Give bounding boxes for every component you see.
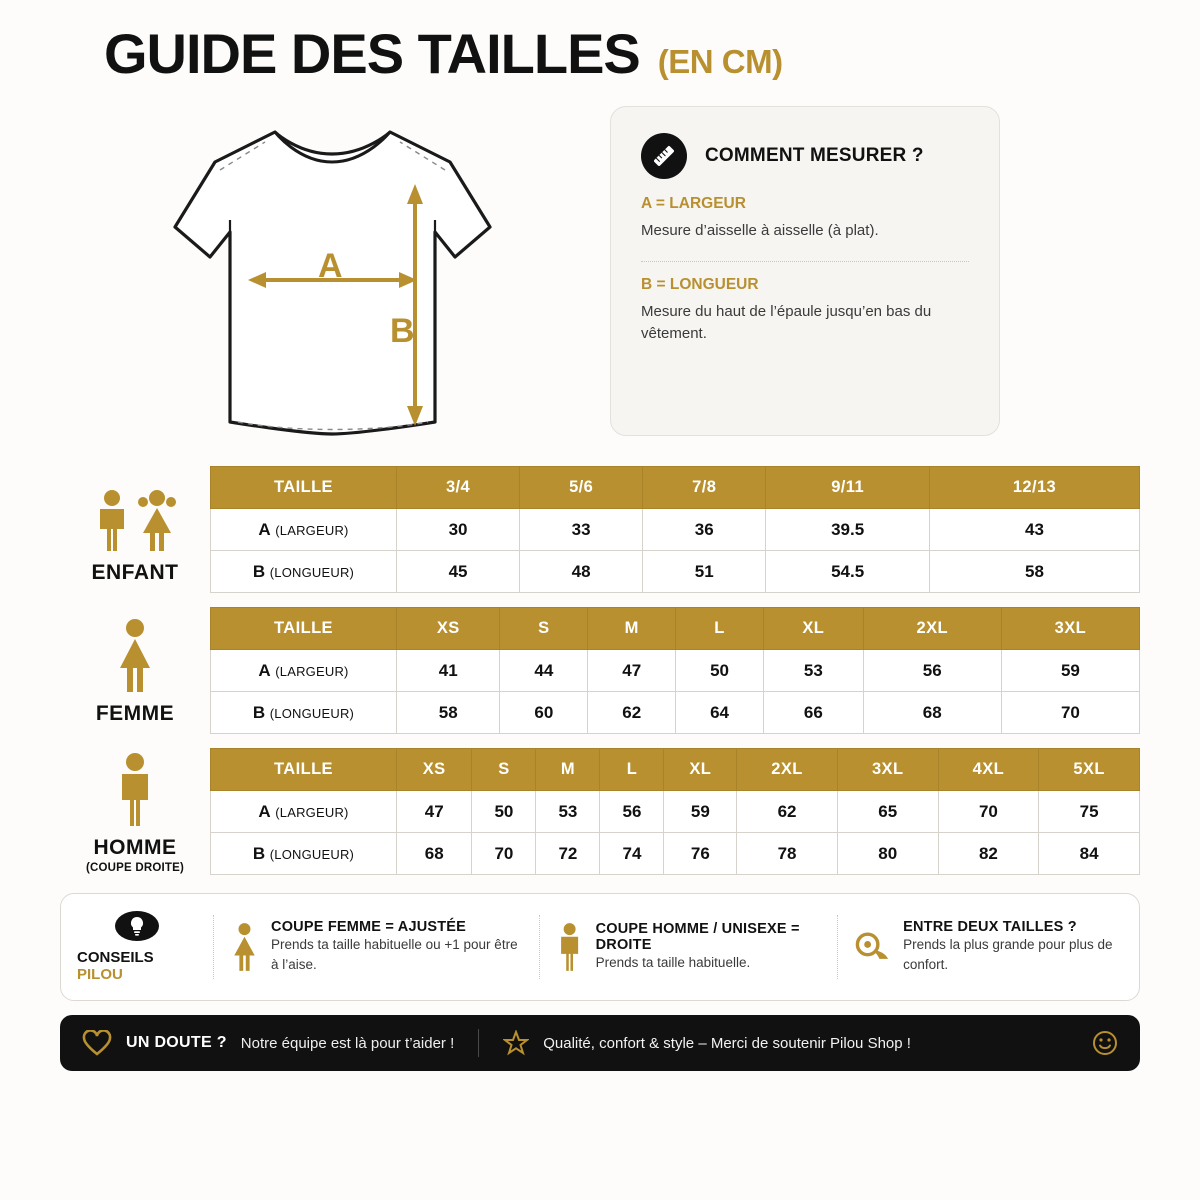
cell: 44 — [500, 650, 588, 692]
divider — [641, 261, 969, 262]
cell: 59 — [664, 791, 737, 833]
section-name-enfant: ENFANT — [91, 560, 179, 584]
size-table-enfant — [210, 466, 1140, 593]
row-label — [211, 833, 397, 875]
cell: 70 — [938, 791, 1039, 833]
measure-a-key: A = LARGEUR — [641, 195, 746, 212]
table-row — [211, 791, 1140, 833]
tips-brand-word2: PILOU — [77, 966, 123, 983]
title-unit: (EN CM) — [657, 43, 783, 80]
cell: 59 — [1001, 650, 1139, 692]
top-area — [0, 82, 1200, 452]
cell: 62 — [737, 791, 838, 833]
header-cell: XL — [763, 608, 863, 650]
size-table-femme — [210, 607, 1140, 734]
man-icon — [60, 750, 210, 828]
cell: 62 — [588, 692, 676, 734]
section-femme — [0, 607, 1200, 734]
cell: 48 — [520, 551, 643, 593]
cell: 54.5 — [766, 551, 930, 593]
cell: 80 — [837, 833, 938, 875]
row-name: (LARGEUR) — [275, 663, 349, 679]
cell: 50 — [472, 791, 536, 833]
measure-b-text: Mesure du haut de l’épaule jusqu’en bas du vêtement. — [641, 302, 932, 342]
cell: 41 — [397, 650, 500, 692]
cell: 47 — [397, 791, 472, 833]
row-name: (LONGUEUR) — [269, 846, 355, 862]
row-name: (LONGUEUR) — [269, 705, 355, 721]
table-header-row — [211, 749, 1140, 791]
table-row — [211, 833, 1140, 875]
section-name-homme: HOMME — [93, 835, 177, 859]
cell: 36 — [643, 509, 766, 551]
cell: 50 — [676, 650, 764, 692]
tip-text: Prends ta taille habituelle ou +1 pour être à l’aise. — [271, 937, 518, 972]
cell: 64 — [676, 692, 764, 734]
header-cell: S — [472, 749, 536, 791]
cell: 56 — [863, 650, 1001, 692]
header-cell: 3XL — [1001, 608, 1139, 650]
star-icon — [503, 1030, 529, 1056]
cell: 66 — [763, 692, 863, 734]
header-cell: L — [600, 749, 664, 791]
cell: 58 — [929, 551, 1139, 593]
tip-homme — [540, 911, 836, 983]
table-row — [211, 650, 1140, 692]
row-name: (LONGUEUR) — [269, 564, 355, 580]
cell: 75 — [1039, 791, 1140, 833]
cell: 58 — [397, 692, 500, 734]
header-cell: 5/6 — [520, 467, 643, 509]
cell: 68 — [397, 833, 472, 875]
page-title — [0, 0, 1200, 85]
cell: 33 — [520, 509, 643, 551]
size-table-homme — [210, 748, 1140, 875]
table-row — [211, 551, 1140, 593]
header-cell: XS — [397, 749, 472, 791]
header-cell: M — [536, 749, 600, 791]
row-label — [211, 791, 397, 833]
ruler-icon — [641, 133, 687, 179]
cell: 30 — [397, 509, 520, 551]
row-letter: A — [258, 801, 271, 821]
header-cell: 4XL — [938, 749, 1039, 791]
diagram-label-b: B — [390, 312, 415, 350]
how-to-measure-title: COMMENT MESURER ? — [705, 145, 924, 166]
cell: 65 — [837, 791, 938, 833]
footer-doubt-text: Notre équipe est là pour t’aider ! — [240, 1034, 455, 1052]
tip-title: ENTRE DEUX TAILLES ? — [903, 919, 1077, 936]
lightbulb-icon — [115, 911, 159, 941]
tip-title: COUPE HOMME / UNISEXE = DROITE — [595, 921, 800, 954]
title-main: GUIDE DES TAILLES — [104, 22, 640, 85]
tip-text: Prends ta taille habituelle. — [595, 955, 751, 971]
cell: 82 — [938, 833, 1039, 875]
row-name: (LARGEUR) — [275, 522, 349, 538]
diagram-label-a: A — [318, 247, 343, 285]
cell: 53 — [763, 650, 863, 692]
tips-brand-word1: CONSEILS — [77, 949, 154, 966]
row-label — [211, 650, 397, 692]
row-letter: B — [252, 561, 266, 581]
cell: 56 — [600, 791, 664, 833]
row-label — [211, 692, 397, 734]
tshirt-diagram — [60, 92, 600, 452]
how-to-measure-header — [641, 133, 969, 179]
measuring-tape-icon — [854, 927, 891, 967]
table-header-row — [211, 608, 1140, 650]
children-icon — [60, 475, 210, 553]
table-header-row — [211, 467, 1140, 509]
woman-icon — [60, 616, 210, 694]
cell: 51 — [643, 551, 766, 593]
cell: 70 — [1001, 692, 1139, 734]
row-name: (LARGEUR) — [275, 804, 349, 820]
header-cell: 9/11 — [766, 467, 930, 509]
tip-entre-deux-tailles — [838, 911, 1139, 983]
cell: 84 — [1039, 833, 1140, 875]
header-cell: M — [588, 608, 676, 650]
cell: 47 — [588, 650, 676, 692]
row-label — [211, 551, 397, 593]
header-cell: 2XL — [863, 608, 1001, 650]
man-icon — [556, 918, 583, 976]
how-to-measure-card — [610, 106, 1000, 436]
cell: 68 — [863, 692, 1001, 734]
cell: 74 — [600, 833, 664, 875]
header-cell: XS — [397, 608, 500, 650]
footer-doubt-title: UN DOUTE ? — [126, 1034, 227, 1051]
tip-title: COUPE FEMME = AJUSTÉE — [271, 919, 467, 936]
header-cell: TAILLE — [211, 608, 397, 650]
section-label-homme — [60, 750, 210, 874]
row-label — [211, 509, 397, 551]
cell: 45 — [397, 551, 520, 593]
header-cell: 7/8 — [643, 467, 766, 509]
woman-icon — [230, 918, 259, 976]
heart-icon — [82, 1030, 112, 1056]
cell: 39.5 — [766, 509, 930, 551]
cell: 60 — [500, 692, 588, 734]
smiley-icon — [1092, 1030, 1118, 1056]
tip-text: Prends la plus grande pour plus de confort. — [903, 937, 1113, 972]
section-label-enfant — [60, 475, 210, 585]
cell: 53 — [536, 791, 600, 833]
header-cell: 2XL — [737, 749, 838, 791]
header-cell: S — [500, 608, 588, 650]
header-cell: 3XL — [837, 749, 938, 791]
divider — [478, 1029, 479, 1057]
cell: 76 — [664, 833, 737, 875]
cell: 43 — [929, 509, 1139, 551]
footer-bar — [60, 1015, 1140, 1071]
table-row — [211, 692, 1140, 734]
header-cell: TAILLE — [211, 467, 397, 509]
header-cell: 3/4 — [397, 467, 520, 509]
header-cell: L — [676, 608, 764, 650]
tips-bar — [60, 893, 1140, 1001]
section-sublabel-homme: (COUPE DROITE) — [86, 861, 184, 874]
section-name-femme: FEMME — [95, 701, 175, 725]
table-row — [211, 509, 1140, 551]
tip-femme — [214, 911, 539, 983]
header-cell: 5XL — [1039, 749, 1140, 791]
cell: 70 — [472, 833, 536, 875]
header-cell: XL — [664, 749, 737, 791]
cell: 72 — [536, 833, 600, 875]
header-cell: TAILLE — [211, 749, 397, 791]
row-letter: A — [258, 519, 271, 539]
section-enfant — [0, 466, 1200, 593]
measure-a-text: Mesure d’aisselle à aisselle (à plat). — [641, 222, 879, 239]
tips-brand-label — [77, 949, 197, 983]
section-homme — [0, 748, 1200, 875]
header-cell: 12/13 — [929, 467, 1139, 509]
cell: 78 — [737, 833, 838, 875]
tips-brand — [61, 911, 213, 983]
measure-b-key: B = LONGUEUR — [641, 275, 759, 293]
row-letter: B — [252, 843, 266, 863]
row-letter: A — [258, 660, 271, 680]
section-label-femme — [60, 616, 210, 726]
footer-quality-text: Qualité, confort & style – Merci de soutenir Pilou Shop ! — [543, 1034, 911, 1052]
row-letter: B — [252, 702, 266, 722]
